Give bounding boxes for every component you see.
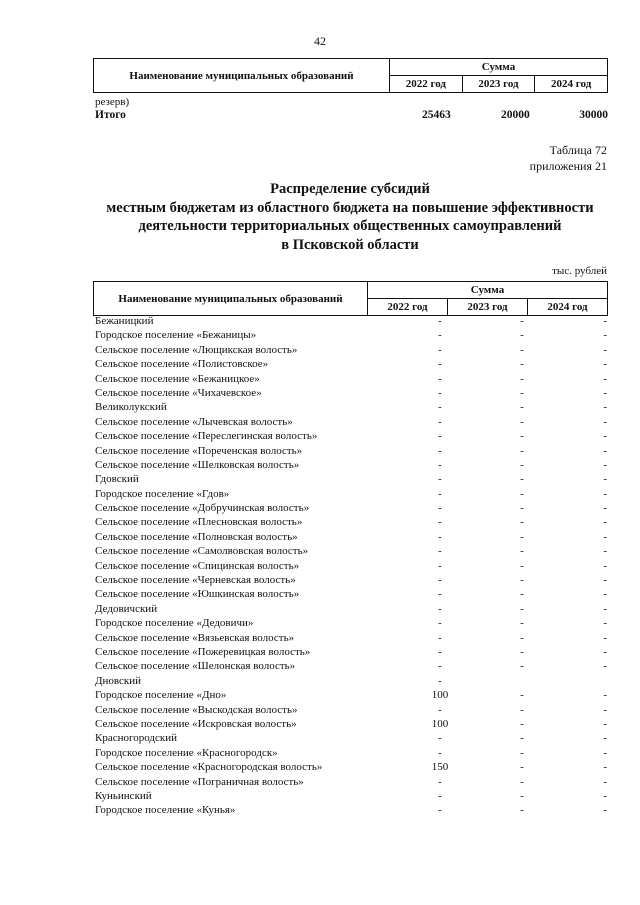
value-2023: - xyxy=(520,458,524,471)
row-name: Сельское поселение «Вязьевская волость» xyxy=(95,631,295,644)
row-name: Городское поселение «Кунья» xyxy=(95,804,236,817)
value-2023: - xyxy=(520,545,524,558)
value-2022: - xyxy=(438,487,442,500)
value-2023: - xyxy=(520,689,524,702)
table-row xyxy=(95,616,608,630)
table-row xyxy=(95,587,608,601)
value-2024: - xyxy=(603,545,607,558)
value-2024: - xyxy=(603,804,607,817)
total-value-2024: 30000 xyxy=(579,109,608,121)
value-2022: - xyxy=(438,458,442,471)
column-header-year: 2023 год xyxy=(462,76,535,93)
value-2023: - xyxy=(520,502,524,515)
row-name: Городское поселение «Бежаницы» xyxy=(95,329,257,342)
table-body xyxy=(95,314,608,818)
value-2022: - xyxy=(438,502,442,515)
row-name: Бежаницкий xyxy=(95,315,154,327)
value-2022: - xyxy=(438,602,442,615)
value-2024: - xyxy=(603,343,607,356)
value-2022: - xyxy=(438,804,442,817)
table-row xyxy=(95,415,608,429)
main-table-header xyxy=(93,281,608,316)
row-name: Сельское поселение «Переслегинская волость» xyxy=(95,430,318,443)
value-2023: - xyxy=(520,444,524,457)
row-name: Дновский xyxy=(95,674,142,687)
table-row xyxy=(95,487,608,501)
value-2022: - xyxy=(438,631,442,644)
row-name: Городское поселение «Красногородск» xyxy=(95,746,278,759)
table-row xyxy=(95,530,608,544)
value-2022: 100 xyxy=(431,717,449,730)
title-line: Распределение субсидий xyxy=(270,181,430,197)
title-line: местным бюджетам из областного бюджета на повышение эффективности xyxy=(106,199,594,216)
value-2022: - xyxy=(438,732,442,745)
table-row xyxy=(95,328,608,342)
row-name: Сельское поселение «Лющикская волость» xyxy=(95,343,298,356)
table-reference xyxy=(530,142,607,174)
table-row xyxy=(95,573,608,587)
top-table-header xyxy=(93,58,608,93)
value-2022: - xyxy=(438,645,442,658)
value-2024: - xyxy=(603,444,607,457)
row-name: Сельское поселение «Шелонская волость» xyxy=(95,660,296,673)
value-2022: - xyxy=(438,545,442,558)
value-2023: - xyxy=(520,703,524,716)
total-row xyxy=(95,109,608,123)
table-row xyxy=(95,760,608,774)
title-line: в Псковской области xyxy=(281,236,419,253)
table-number: Таблица 72 xyxy=(549,143,607,157)
value-2022: - xyxy=(438,473,442,486)
row-name: Сельское поселение «Пограничная волость» xyxy=(95,775,304,788)
value-2024: - xyxy=(603,602,607,615)
value-2022: - xyxy=(438,358,442,371)
total-value-2023: 20000 xyxy=(501,109,530,121)
value-2024: - xyxy=(603,415,607,428)
value-2023: - xyxy=(520,430,524,443)
table-row xyxy=(95,515,608,529)
page-number: 42 xyxy=(314,34,326,48)
row-name: Сельское поселение «Спицинская волость» xyxy=(95,559,300,572)
row-name: Сельское поселение «Самолвовская волость» xyxy=(95,545,309,558)
table-row xyxy=(95,458,608,472)
row-name: Сельское поселение «Пореченская волость» xyxy=(95,444,303,457)
value-2023: - xyxy=(520,415,524,428)
table-row xyxy=(95,472,608,486)
row-name: Сельское поселение «Плесновская волость» xyxy=(95,516,303,529)
value-2022: - xyxy=(438,343,442,356)
value-2023: - xyxy=(520,530,524,543)
table-row xyxy=(95,357,608,371)
value-2024: - xyxy=(603,645,607,658)
value-2022: 150 xyxy=(431,761,449,774)
table-row xyxy=(95,429,608,443)
value-2024: - xyxy=(603,502,607,515)
value-2022: - xyxy=(438,430,442,443)
value-2024: - xyxy=(603,386,607,399)
value-2024: - xyxy=(603,458,607,471)
value-2023: - xyxy=(520,761,524,774)
value-2024: - xyxy=(603,372,607,385)
row-name: Куньинский xyxy=(95,789,152,802)
table-row xyxy=(95,444,608,458)
value-2024: - xyxy=(603,530,607,543)
row-name: Великолукский xyxy=(95,401,167,414)
table-row xyxy=(95,544,608,558)
value-2024: - xyxy=(603,746,607,759)
value-2023: - xyxy=(520,775,524,788)
table-row xyxy=(95,645,608,659)
value-2023: - xyxy=(520,372,524,385)
value-2023: - xyxy=(520,717,524,730)
value-2022: - xyxy=(438,516,442,529)
value-2022: - xyxy=(438,588,442,601)
value-2022: - xyxy=(438,559,442,572)
value-2024: - xyxy=(603,315,607,327)
value-2022: - xyxy=(438,617,442,630)
row-name: Красногородский xyxy=(95,732,178,745)
value-2023: - xyxy=(520,732,524,745)
column-header-sum: Сумма xyxy=(390,59,608,76)
row-name: Сельское поселение «Шелковская волость» xyxy=(95,458,300,471)
table-row xyxy=(95,703,608,717)
row-name: Сельское поселение «Лычевская волость» xyxy=(95,415,293,428)
table-row xyxy=(95,674,608,688)
value-2024: - xyxy=(603,789,607,802)
value-2023: - xyxy=(520,559,524,572)
value-2023: - xyxy=(520,358,524,371)
value-2024: - xyxy=(603,430,607,443)
column-header-year: 2022 год xyxy=(368,299,448,316)
row-name: Городское поселение «Дедовичи» xyxy=(95,617,254,630)
value-2023: - xyxy=(520,617,524,630)
column-header-year: 2022 год xyxy=(390,76,463,93)
value-2024: - xyxy=(603,358,607,371)
table-row xyxy=(95,717,608,731)
table-row xyxy=(95,631,608,645)
table-row xyxy=(95,501,608,515)
row-name: Сельское поселение «Искровская волость» xyxy=(95,717,297,730)
column-header-name: Наименование муниципальных образований xyxy=(94,282,368,316)
value-2023: - xyxy=(520,645,524,658)
column-header-year: 2023 год xyxy=(448,299,528,316)
units-label: тыс. рублей xyxy=(552,265,607,277)
row-name: Сельское поселение «Черневская волость» xyxy=(95,574,296,587)
value-2024: - xyxy=(603,329,607,342)
row-name: Сельское поселение «Полистовское» xyxy=(95,358,269,371)
value-2023: - xyxy=(520,329,524,342)
value-2024: - xyxy=(603,574,607,587)
document-title xyxy=(80,180,620,254)
value-2024: - xyxy=(603,516,607,529)
row-name: Городское поселение «Гдов» xyxy=(95,487,230,500)
value-2023: - xyxy=(520,516,524,529)
value-2022: - xyxy=(438,444,442,457)
value-2024: - xyxy=(603,473,607,486)
column-header-year: 2024 год xyxy=(528,299,608,316)
column-header-name: Наименование муниципальных образований xyxy=(94,59,390,93)
value-2023: - xyxy=(520,574,524,587)
value-2023: - xyxy=(520,487,524,500)
table-row xyxy=(95,803,608,817)
table-row xyxy=(95,731,608,745)
value-2024: - xyxy=(603,689,607,702)
row-name: Сельское поселение «Выскодская волость» xyxy=(95,703,298,716)
value-2022: - xyxy=(438,703,442,716)
value-2022: - xyxy=(438,674,442,687)
table-row xyxy=(95,343,608,357)
value-2024: - xyxy=(603,487,607,500)
value-2023: - xyxy=(520,343,524,356)
row-name: Дедовичский xyxy=(95,602,158,615)
value-2023: - xyxy=(520,660,524,673)
table-row xyxy=(95,372,608,386)
value-2022: - xyxy=(438,329,442,342)
row-name: Сельское поселение «Красногородская волость» xyxy=(95,761,323,774)
value-2024: - xyxy=(603,588,607,601)
value-2022: - xyxy=(438,315,442,327)
table-row xyxy=(95,688,608,702)
value-2022: - xyxy=(438,789,442,802)
table-row xyxy=(95,602,608,616)
value-2023: - xyxy=(520,631,524,644)
table-row xyxy=(95,789,608,803)
value-2023: - xyxy=(520,746,524,759)
value-2022: - xyxy=(438,574,442,587)
appendix-reference: приложения 21 xyxy=(529,159,607,173)
value-2023: - xyxy=(520,386,524,399)
value-2023: - xyxy=(520,401,524,414)
value-2023: - xyxy=(520,588,524,601)
row-name: Сельское поселение «Полновская волость» xyxy=(95,530,298,543)
value-2024: - xyxy=(603,703,607,716)
value-2022: - xyxy=(438,775,442,788)
value-2024: - xyxy=(603,660,607,673)
value-2023: - xyxy=(520,789,524,802)
total-value-2022: 25463 xyxy=(422,109,451,121)
table-row xyxy=(95,386,608,400)
total-label: Итого xyxy=(95,109,126,121)
value-2024: - xyxy=(603,617,607,630)
value-2023: - xyxy=(520,315,524,327)
value-2022: - xyxy=(438,660,442,673)
value-2022: - xyxy=(438,746,442,759)
row-name: Сельское поселение «Добручинская волость» xyxy=(95,502,310,515)
title-line: деятельности территориальных общественных самоуправлений xyxy=(138,218,562,234)
table-row xyxy=(95,775,608,789)
continuation-text: резерв) xyxy=(95,96,130,108)
table-row xyxy=(95,659,608,673)
value-2023: - xyxy=(520,602,524,615)
table-row xyxy=(95,400,608,414)
row-name: Сельское поселение «Бежаницкое» xyxy=(95,372,260,385)
row-name: Гдовский xyxy=(95,473,139,486)
table-row xyxy=(95,746,608,760)
column-header-year: 2024 год xyxy=(535,76,608,93)
column-header-sum: Сумма xyxy=(368,282,608,299)
row-name: Сельское поселение «Чихачевское» xyxy=(95,386,262,399)
value-2024: - xyxy=(603,631,607,644)
value-2024: - xyxy=(603,401,607,414)
value-2024: - xyxy=(603,732,607,745)
value-2023: - xyxy=(520,473,524,486)
row-name: Городское поселение «Дно» xyxy=(95,689,227,702)
value-2024: - xyxy=(603,559,607,572)
value-2022: - xyxy=(438,386,442,399)
value-2023: - xyxy=(520,804,524,817)
value-2022: - xyxy=(438,401,442,414)
table-row xyxy=(95,559,608,573)
value-2022: - xyxy=(438,372,442,385)
value-2024: - xyxy=(603,775,607,788)
value-2024: - xyxy=(603,717,607,730)
row-name: Сельское поселение «Пожеревицкая волость» xyxy=(95,645,311,658)
value-2022: 100 xyxy=(431,689,449,702)
value-2022: - xyxy=(438,530,442,543)
value-2024: - xyxy=(603,761,607,774)
row-name: Сельское поселение «Юшкинская волость» xyxy=(95,588,300,601)
table-row xyxy=(95,314,608,328)
value-2022: - xyxy=(438,415,442,428)
